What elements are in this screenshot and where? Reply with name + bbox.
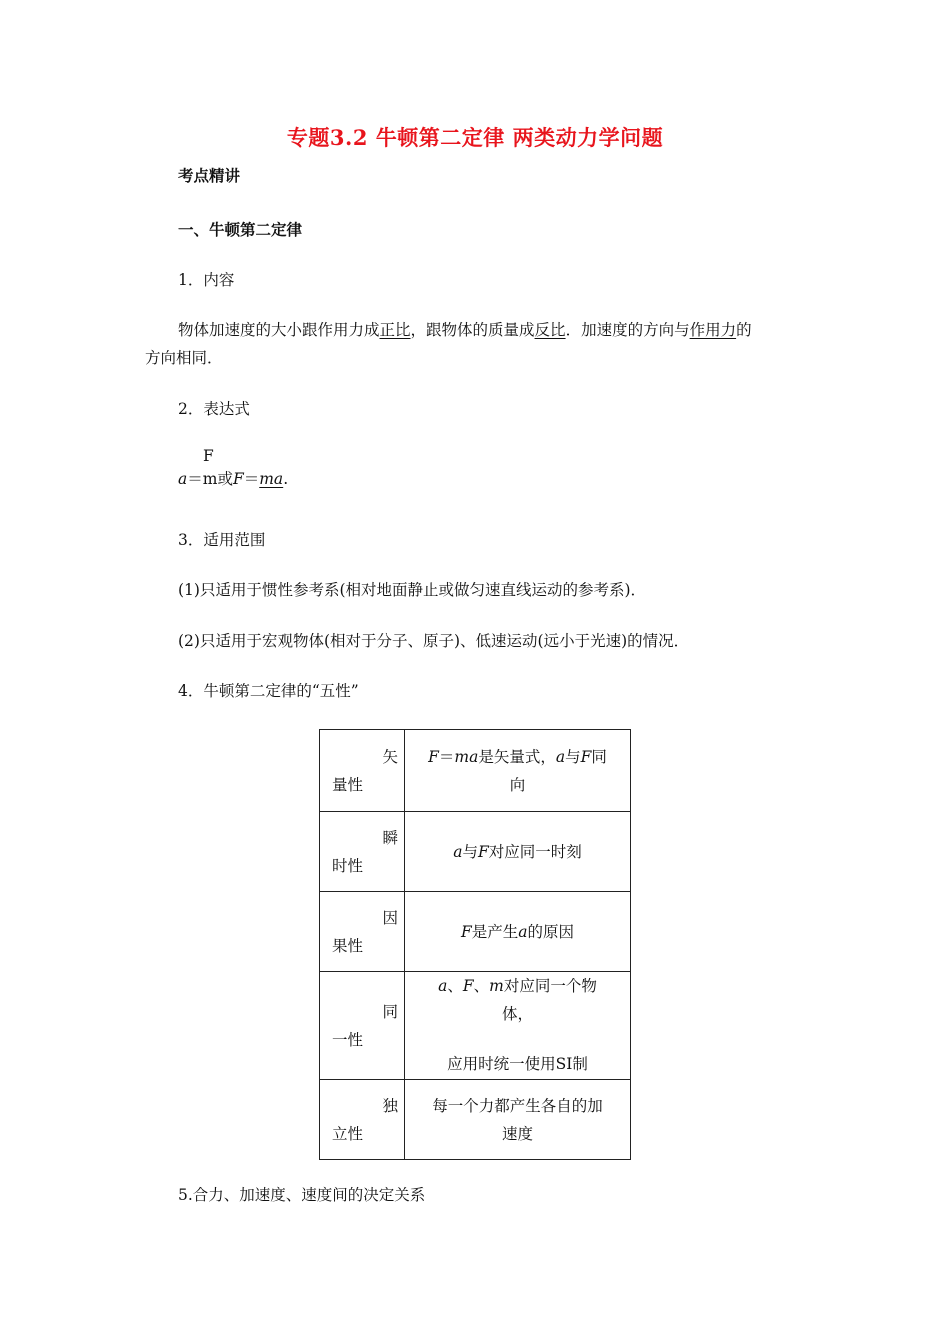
sym: ma — [454, 747, 479, 766]
txt: 同 — [591, 747, 607, 766]
property-name — [320, 1080, 405, 1160]
section-label: 考点精讲 — [178, 167, 241, 185]
sym: F — [460, 922, 472, 941]
content-heading: 1．内容 — [178, 271, 235, 289]
relation-heading: 5.合力、加速度、速度间的决定关系 — [178, 1186, 426, 1204]
formula-a: a — [178, 470, 188, 488]
sym: m — [489, 977, 504, 995]
property-name-part: 一性 — [332, 1030, 364, 1049]
sym: F — [580, 747, 592, 766]
property-name — [320, 892, 405, 972]
page-title: 专题3.2 牛顿第二定律 两类动力学问题 — [286, 125, 664, 150]
sym: a — [518, 922, 528, 941]
content-text: ，跟物体的质量成 — [410, 321, 535, 339]
txt: 是产生 — [471, 922, 519, 941]
sym: F — [477, 842, 489, 861]
sym: a — [453, 842, 463, 861]
property-name-part: 因 — [382, 908, 398, 927]
desc-line — [413, 972, 622, 1000]
answer-proportional: 正比 — [379, 321, 411, 339]
desc-line — [413, 743, 622, 771]
txt: 对应同一时刻 — [488, 842, 582, 861]
answer-force: 作用力 — [689, 321, 737, 339]
content-paragraph-line1 — [178, 318, 752, 340]
property-name-part: 同 — [382, 1002, 398, 1021]
property-desc — [405, 730, 631, 812]
scope-item-1: (1)只适用于惯性参考系(相对地面静止或做匀速直线运动的参考系)． — [178, 581, 647, 599]
txt: 、 — [447, 977, 463, 995]
desc-line: 速度 — [501, 1124, 533, 1143]
table-row — [320, 892, 631, 972]
txt: 、 — [473, 977, 490, 995]
formula-part: . — [283, 470, 289, 488]
property-name-part: 独 — [382, 1096, 398, 1115]
formula-part: ＝ — [243, 470, 260, 488]
property-name-part: 矢 — [382, 747, 398, 766]
property-name — [320, 730, 405, 812]
sym: F — [462, 977, 474, 995]
scope-item-2: (2)只适用于宏观物体(相对于分子、原子)、低速运动(远小于光速)的情况． — [178, 632, 690, 650]
txt: 对应同一个物 — [503, 977, 597, 995]
sym: a — [555, 747, 566, 766]
content-paragraph-line2: 方向相同． — [145, 349, 223, 367]
property-name-part: 瞬 — [382, 828, 398, 847]
table-row — [320, 812, 631, 892]
desc-line: 每一个力都产生各自的加 — [432, 1096, 603, 1115]
desc-line: 向 — [509, 775, 526, 794]
scope-heading: 3．适用范围 — [178, 531, 266, 549]
txt: 是矢量式， — [478, 747, 556, 766]
formula-F: F — [232, 470, 244, 488]
property-desc — [405, 972, 631, 1080]
txt: 与 — [462, 842, 478, 861]
property-name-part: 果性 — [332, 936, 364, 955]
answer-inverse: 反比 — [534, 321, 566, 339]
table-row — [320, 730, 631, 812]
property-name — [320, 972, 405, 1080]
content-text: 的 — [736, 321, 752, 339]
property-name-part: 量性 — [332, 775, 364, 794]
five-properties-heading: 4．牛顿第二定律的“五性” — [178, 682, 359, 700]
property-name — [320, 812, 405, 892]
sym: a — [438, 977, 448, 995]
txt: ＝ — [438, 747, 455, 766]
property-desc — [405, 892, 631, 972]
formula-ma: ma — [259, 470, 284, 488]
content-text: 物体加速度的大小跟作用力成 — [178, 321, 380, 339]
sym: F — [428, 747, 439, 766]
formula-part: ＝m或 — [187, 470, 233, 488]
property-desc — [405, 812, 631, 892]
txt: 与 — [565, 747, 581, 766]
content-text: ．加速度的方向与 — [565, 321, 690, 339]
formula — [178, 467, 288, 489]
table-row — [320, 1080, 631, 1160]
property-name-part: 立性 — [332, 1124, 364, 1143]
desc-line: 体， — [501, 1005, 533, 1023]
txt: 的原因 — [527, 922, 575, 941]
property-desc — [405, 1080, 631, 1160]
property-name-part: 时性 — [332, 856, 364, 875]
table-row — [320, 972, 631, 1080]
five-properties-table — [319, 729, 631, 1160]
expression-heading: 2．表达式 — [178, 400, 250, 418]
heading-newton-second-law: 一、牛顿第二定律 — [178, 221, 303, 239]
desc-line: 应用时统一使用SI制 — [447, 1055, 588, 1073]
fraction-numerator: F — [203, 447, 214, 465]
